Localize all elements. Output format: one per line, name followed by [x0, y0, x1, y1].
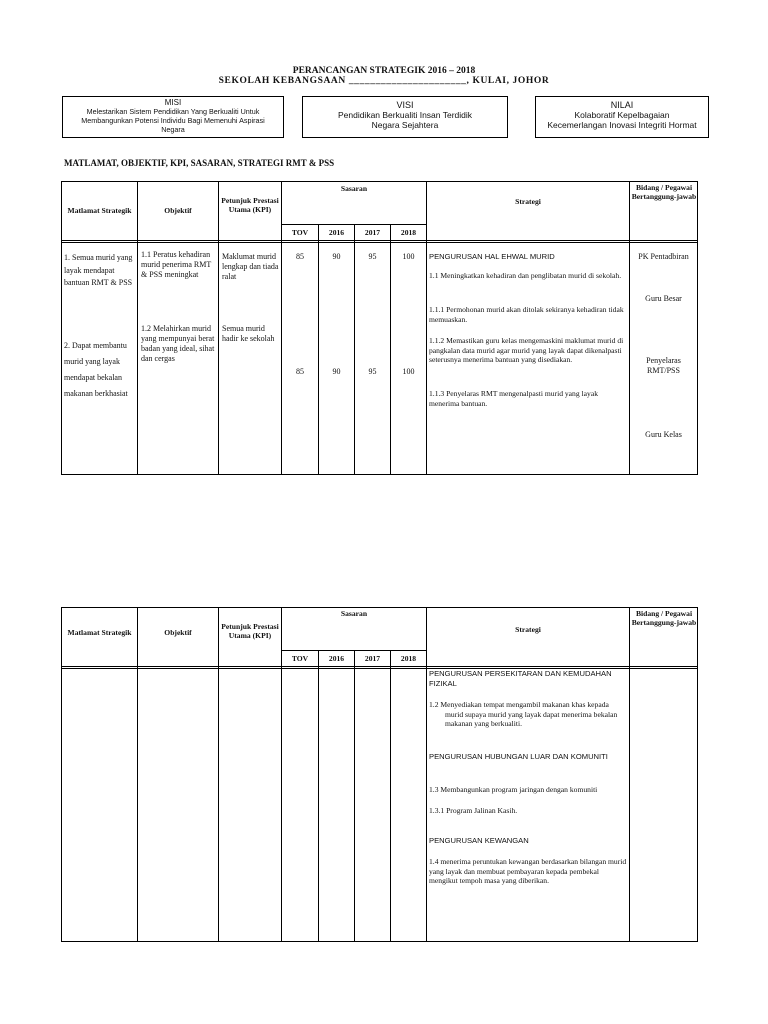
misi-text: Melestarikan Sistem Pendidikan Yang Berkualiti Untuk Membangunkan Potensi Individu Bagi Memenuhi Aspirasi Negara	[81, 107, 265, 134]
row1-2018: 100	[402, 252, 415, 261]
row2-tov: 85	[296, 367, 304, 376]
strategi-1-1-1: 1.1.1 Permohonan murid akan ditolak sekiranya kehadiran tidak memuaskan.	[429, 305, 624, 324]
t2-heading-kewangan: PENGURUSAN KEWANGAN	[429, 836, 529, 845]
matlamat-1: 1. Semua murid yang layak mendapat bantuan RMT & PSS	[64, 253, 133, 287]
visi-text: Pendidikan Berkualiti Insan Terdidik Negara Sejahtera	[337, 110, 473, 130]
misi-heading: MISI	[164, 98, 182, 107]
row2-2018: 100	[402, 367, 415, 376]
kpi-1: Maklumat murid lengkap dan tiada ralat	[222, 252, 279, 281]
col-header-kpi: Petunjuk Prestasi Utama (KPI)	[221, 196, 279, 214]
t2-strategi-1-2: 1.2 Menyediakan tempat mengambil makanan khas kepada murid supaya murid yang layak dapat menerima bekalan makanan yang berkualiti.	[429, 700, 618, 728]
col-header-2016: 2016	[328, 228, 345, 237]
col-header-strategi: Strategi	[515, 197, 541, 206]
nilai-text: Kolaboratif Kepelbagaian Kecemerlangan Inovasi Integriti Hormat	[547, 110, 697, 130]
school-name-line: SEKOLAH KEBANGSAAN ______________________, KULAI, JOHOR	[218, 76, 550, 86]
strategi-heading: PENGURUSAN HAL EHWAL MURID	[429, 252, 555, 261]
bidang-penyelaras: Penyelaras RMT/PSS	[646, 356, 681, 375]
t2-strategi-1-3-1: 1.3.1 Program Jalinan Kasih.	[429, 806, 518, 815]
row1-2017: 95	[368, 252, 377, 261]
col-header-bidang: Bidang / Pegawai Bertanggung-jawab	[631, 183, 697, 201]
col-header-2017: 2017	[364, 228, 381, 237]
row1-tov: 85	[296, 252, 304, 261]
t2-col-header-2018: 2018	[400, 654, 417, 663]
nilai-heading: NILAI	[610, 100, 634, 110]
misi-box	[62, 96, 284, 138]
t2-col-header-matlamat: Matlamat Strategik	[67, 628, 132, 637]
t2-col-header-strategi: Strategi	[515, 625, 541, 634]
t2-strategi-1-4: 1.4 menerima peruntukan kewangan berdasarkan bilangan murid yang layak dan membuat pembayaran kepada pembekal mengikut tempoh masa yang diberikan.	[429, 857, 627, 885]
col-header-2018: 2018	[400, 228, 417, 237]
section-title: MATLAMAT, OBJEKTIF, KPI, SASARAN, STRATEGI RMT & PSS	[64, 158, 335, 168]
col-header-tov: TOV	[291, 228, 309, 237]
row2-2017: 95	[368, 367, 377, 376]
t2-heading-hubungan: PENGURUSAN HUBUNGAN LUAR DAN KOMUNITI	[429, 752, 608, 761]
col-header-sasaran: Sasaran	[340, 184, 368, 193]
t2-col-header-objektif: Objektif	[164, 628, 192, 637]
nilai-box	[535, 96, 709, 138]
col-header-objektif: Objektif	[164, 206, 192, 215]
t2-strategi-1-3: 1.3 Membangunkan program jaringan dengan komuniti	[429, 785, 598, 794]
objektif-2: 1.2 Melahirkan murid yang mempunyai berat badan yang ideal, sihat dan cergas	[141, 324, 215, 363]
t2-col-header-2016: 2016	[328, 654, 345, 663]
t2-col-header-kpi: Petunjuk Prestasi Utama (KPI)	[221, 622, 279, 640]
row1-2016: 90	[332, 252, 341, 261]
matlamat-2: 2. Dapat membantu murid yang layak mendapat bekalan makanan berkhasiat	[64, 341, 128, 398]
t2-heading-persekitaran: PENGURUSAN PERSEKITARAN DAN KEMUDAHAN FIZIKAL	[429, 669, 612, 688]
row2-2016: 90	[332, 367, 341, 376]
t2-col-header-bidang: Bidang / Pegawai Bertanggung-jawab	[631, 609, 697, 627]
visi-heading: VISI	[396, 100, 414, 110]
kpi-2: Semua murid hadir ke sekolah	[222, 324, 275, 343]
t2-col-header-2017: 2017	[364, 654, 381, 663]
strategi-1-1-2: 1.1.2 Memastikan guru kelas mengemaskini maklumat murid di pangkalan data murid agar murid yang layak dapat dikenalpasti seterusnya menerima bantuan yang disediakan.	[429, 336, 624, 364]
document-title: PERANCANGAN STRATEGIK 2016 – 2018	[292, 66, 476, 76]
bidang-guru-besar: Guru Besar	[645, 294, 682, 303]
visi-box	[302, 96, 508, 138]
t2-col-header-tov: TOV	[291, 654, 309, 663]
strategi-1-1: 1.1 Meningkatkan kehadiran dan penglibatan murid di sekolah.	[429, 271, 622, 280]
objektif-1: 1.1 Peratus kehadiran murid penerima RMT & PSS meningkat	[141, 250, 212, 279]
strategi-1-1-3: 1.1.3 Penyelaras RMT mengenalpasti murid yang layak menerima bantuan.	[429, 389, 598, 408]
bidang-guru-kelas: Guru Kelas	[645, 430, 682, 439]
bidang-pk-pentadbiran: PK Pentadbiran	[638, 252, 689, 261]
t2-col-header-sasaran: Sasaran	[340, 609, 368, 618]
col-header-matlamat: Matlamat Strategik	[67, 206, 132, 215]
